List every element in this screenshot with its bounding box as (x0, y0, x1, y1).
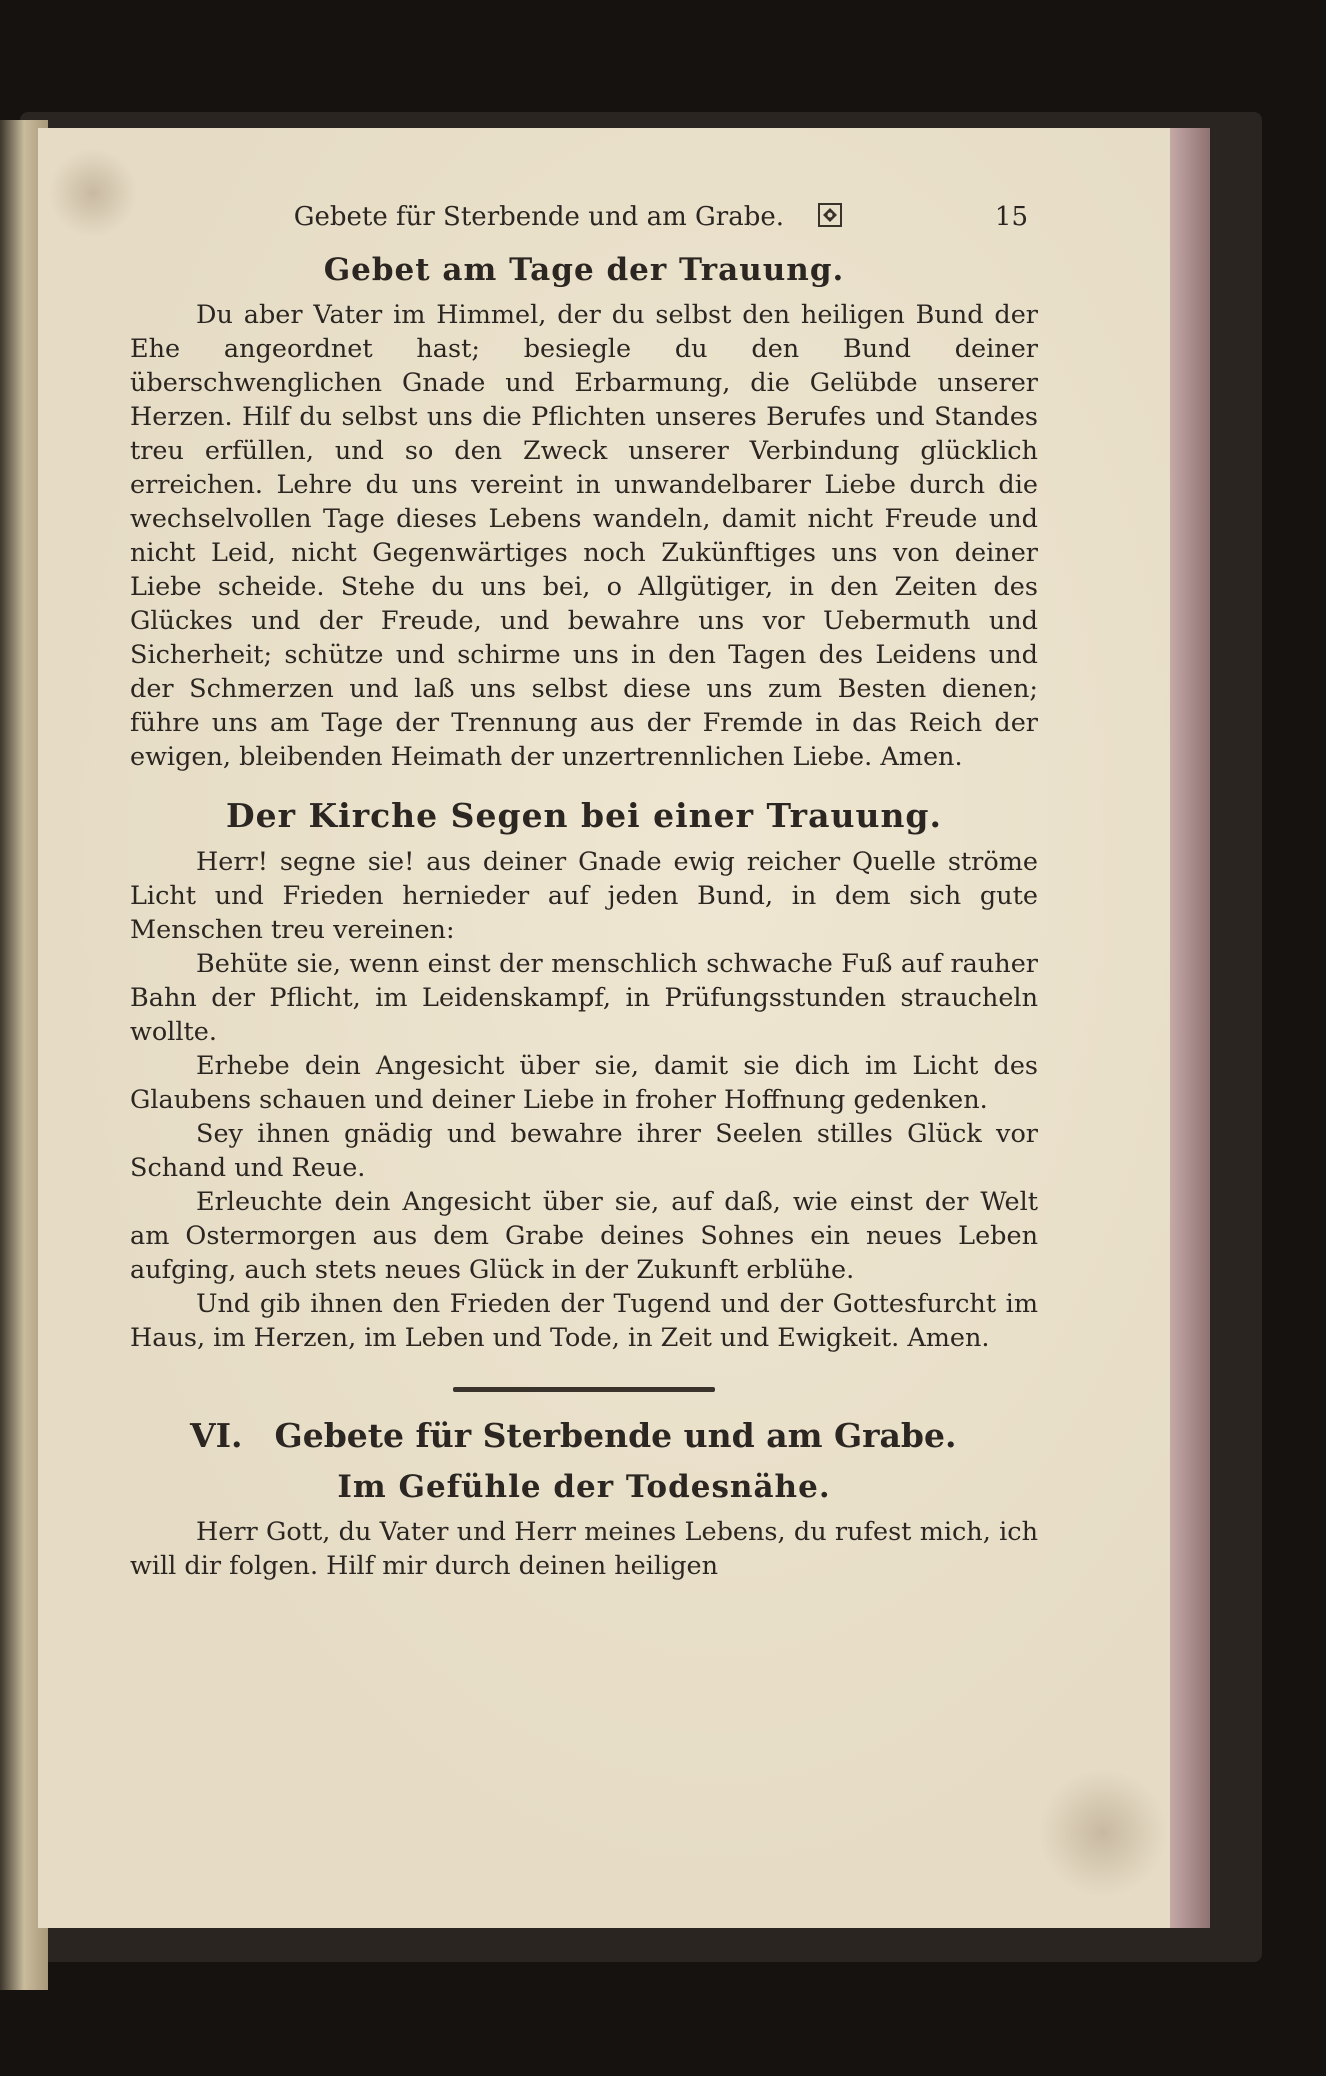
running-title: Gebete für Sterbende und am Grabe. (293, 202, 785, 232)
running-header (130, 198, 1038, 246)
section-heading-church-blessing: Der Kirche Segen bei einer Trauung. (226, 796, 942, 835)
paragraph: Sey ihnen gnädig und bewahre ihrer Seelen stilles Glück vor Schand und Reue. (130, 1119, 1038, 1183)
section-divider (453, 1387, 715, 1392)
paragraph: Du aber Vater im Himmel, der du selbst den heiligen Bund der Ehe angeordnet hast; besiegle du den Bund deiner überschwenglichen Gnade und Erbarmung, die Gelübde unserer Herzen. Hilf du selbst uns die Pflichten unseres Berufes und Standes treu erfüllen, und so den Zweck unserer Verbindung glücklich erreichen. Lehre du uns vereint in unwandelbarer Liebe durch die wechselvollen Tage dieses Lebens wandeln, damit nicht Freude und nicht Leid, nicht Gegenwärtiges noch Zukünftiges uns von deiner Liebe scheide. Stehe du uns bei, o Allgütiger, in den Zeiten des Glückes und der Freude, und bewahre uns vor Uebermuth und Sicherheit; schütze und schirme uns in den Tagen des Leidens und der Schmerzen und laß uns selbst diese uns zum Besten dienen; führe uns am Tage der Trennung aus der Fremde in das Reich der ewigen, bleibenden Heimath der unzertrennlichen Liebe. Amen. (130, 300, 1038, 772)
page-content (130, 198, 1038, 1583)
paragraph: Erleuchte dein Angesicht über sie, auf daß, wie einst der Welt am Ostermorgen aus dem Grabe deines Sohnes ein neues Leben aufging, auch stets neues Glück in der Zukunft erblühe. (130, 1187, 1038, 1285)
paper-stain (48, 148, 138, 238)
chapter-heading (130, 1416, 1038, 1455)
paragraph: Und gib ihnen den Frieden der Tugend und der Gottesfurcht im Haus, im Herzen, im Leben und Tode, in Zeit und Ewigkeit. Amen. (130, 1289, 1038, 1353)
printer-ornament-icon (816, 201, 844, 229)
page-number: 15 (994, 202, 1028, 232)
paragraph: Herr Gott, du Vater und Herr meines Lebens, du rufest mich, ich will dir folgen. Hilf mir durch deinen heiligen (130, 1517, 1038, 1581)
chapter-number: VI. (190, 1416, 243, 1455)
paper-stain (1038, 1768, 1168, 1898)
section-heading-wedding-prayer: Gebet am Tage der Trauung. (323, 252, 845, 288)
section-heading-near-death: Im Gefühle der Todesnähe. (337, 1469, 831, 1505)
paragraph: Behüte sie, wenn einst der menschlich schwache Fuß auf rauher Bahn der Pflicht, im Leidenskampf, in Prüfungsstunden straucheln wollte. (130, 949, 1038, 1047)
chapter-title: Gebete für Sterbende und am Grabe. (274, 1416, 957, 1455)
paragraph: Herr! segne sie! aus deiner Gnade ewig reicher Quelle ströme Licht und Frieden hernieder auf jeden Bund, in dem sich gute Menschen treu vereinen: (130, 847, 1038, 945)
paragraph: Erhebe dein Angesicht über sie, damit sie dich im Licht des Glaubens schauen und deiner Liebe in froher Hoffnung gedenken. (130, 1051, 1038, 1115)
